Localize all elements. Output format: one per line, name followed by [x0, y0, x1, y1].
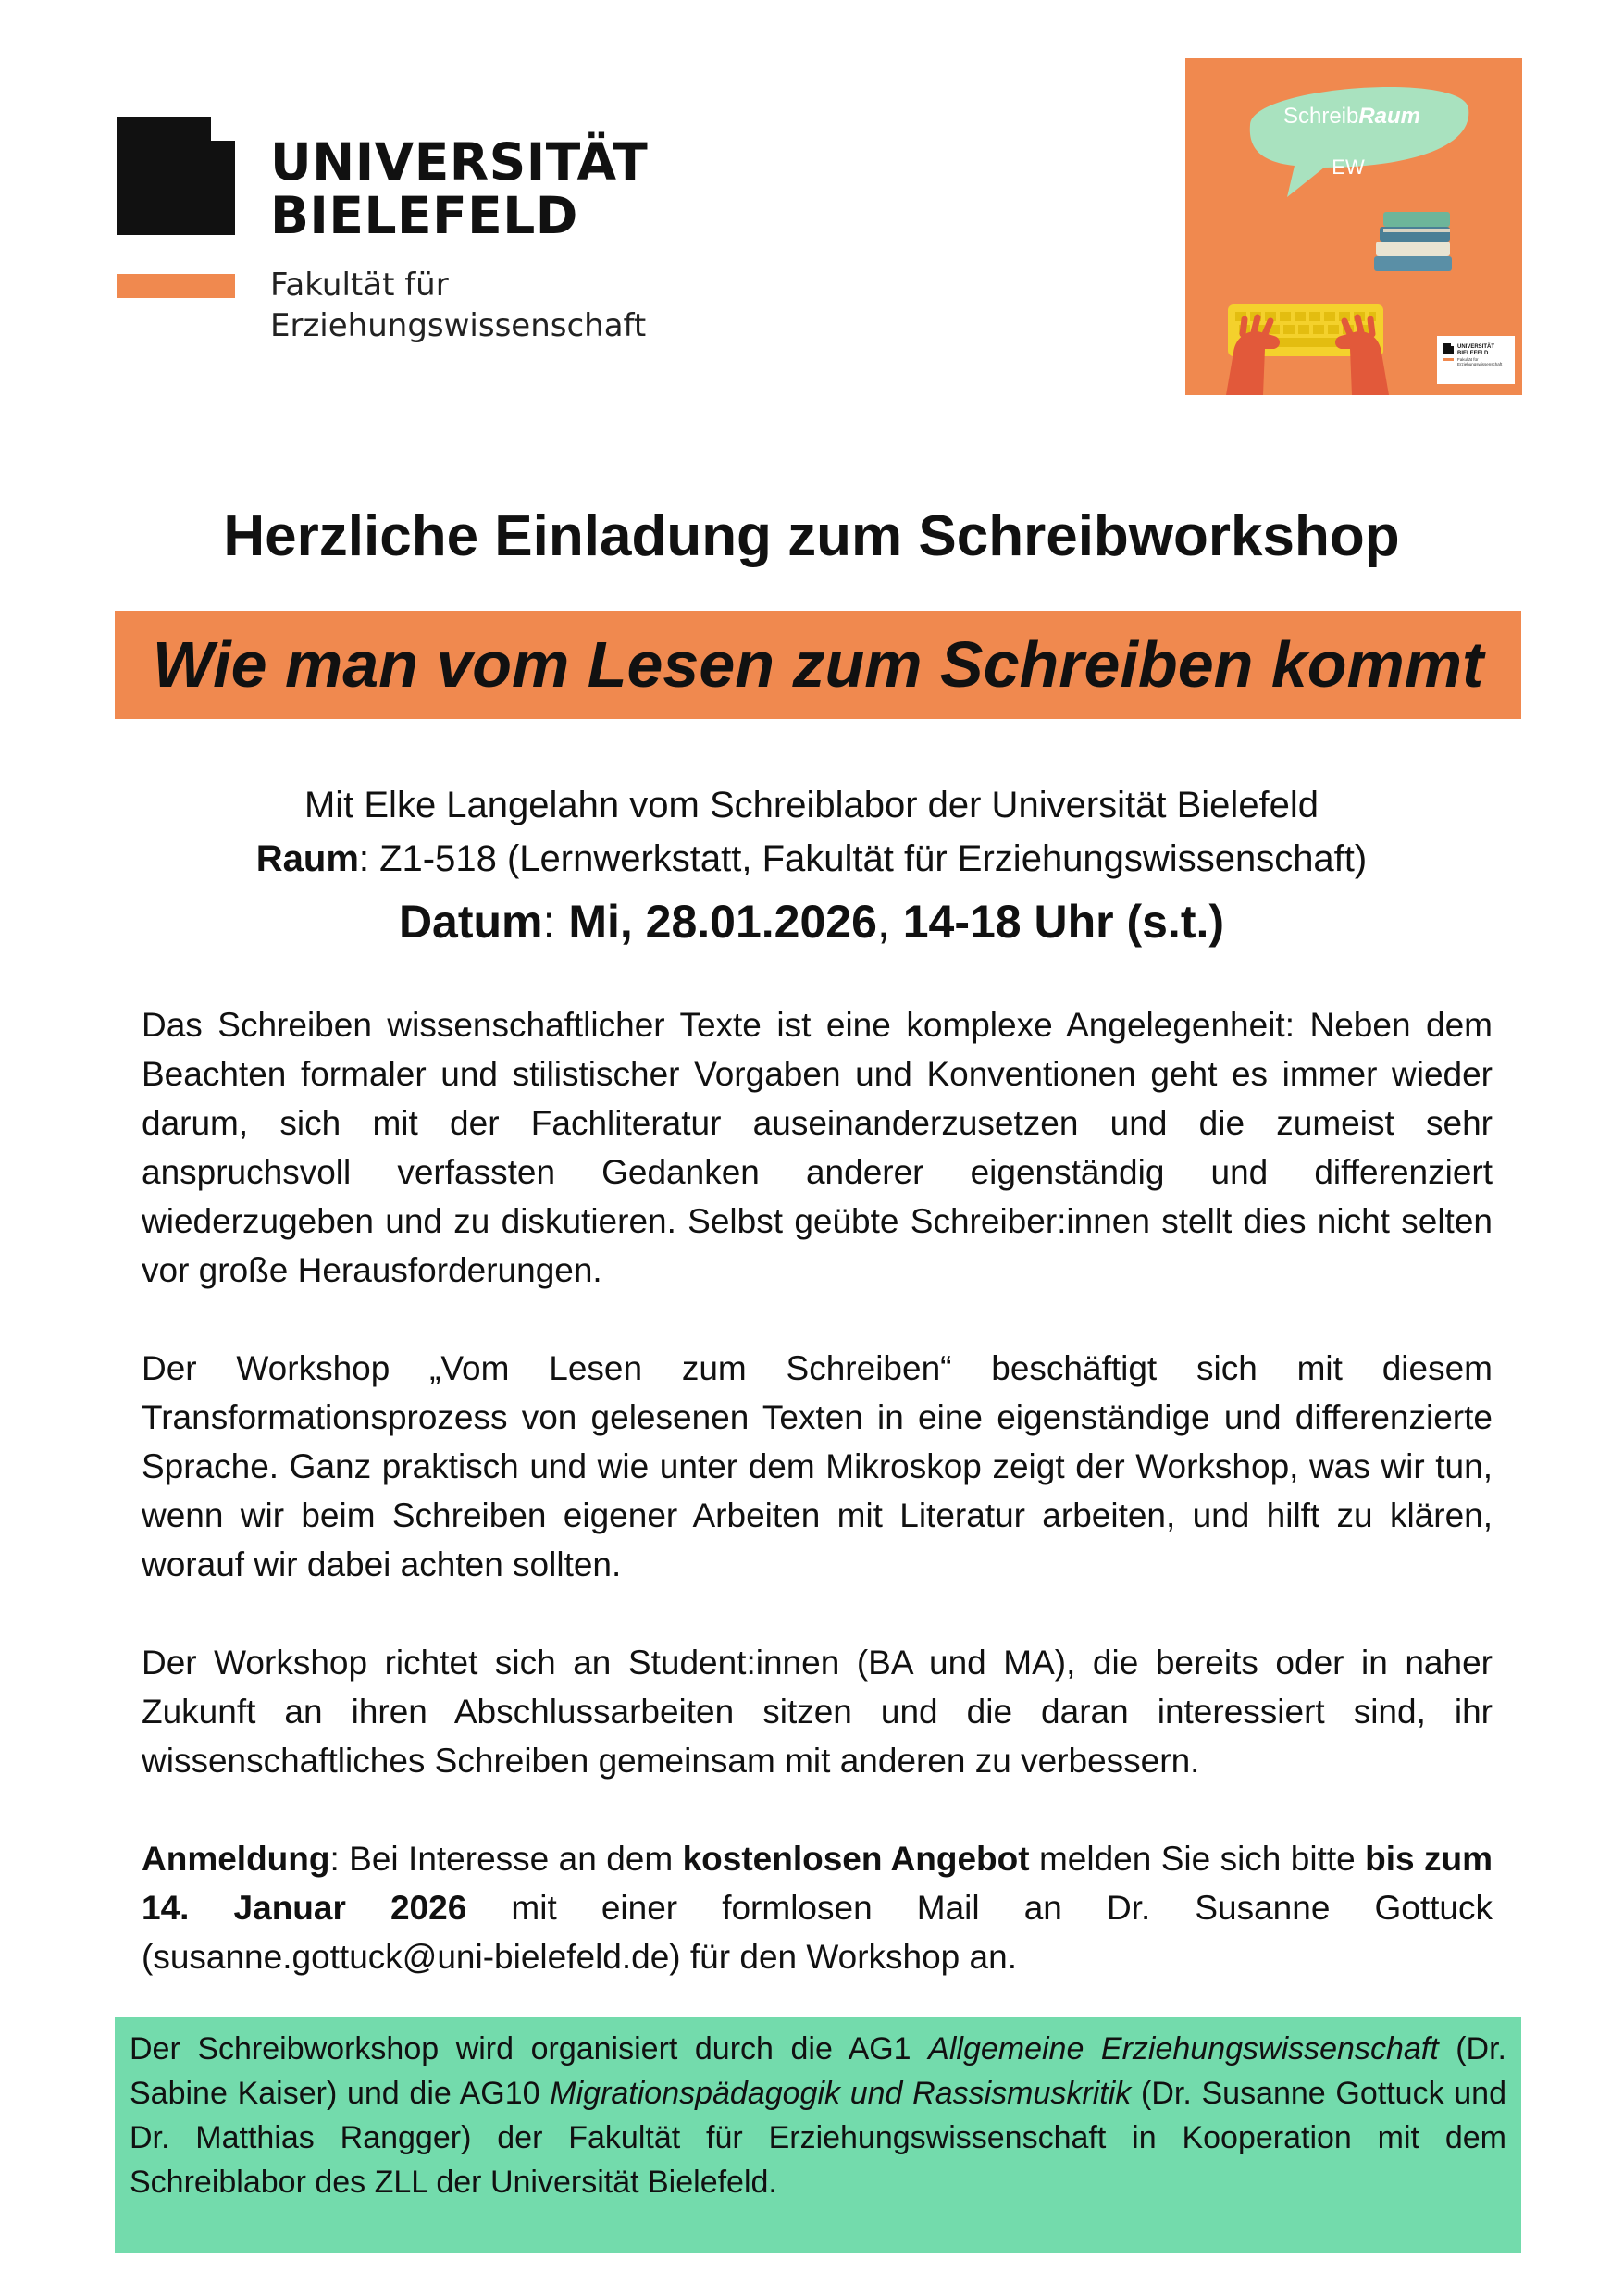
bubble-text-ew: EW: [1332, 155, 1365, 179]
registration-deadline: bis zum 14. Januar 2026: [142, 1840, 1493, 1927]
mini-logo-line3: Fakultät für: [1457, 357, 1479, 362]
bubble-text-raum: Raum: [1358, 104, 1421, 129]
date-separator: :: [542, 896, 569, 948]
organizer-text-2: (Dr. Sabine Kaiser) und die AG10: [130, 2031, 1506, 2111]
mini-logo-line4: Erziehungswissenschaft: [1457, 362, 1503, 366]
registration-text-1: : Bei Interesse an dem: [329, 1840, 683, 1878]
schreibraum-logo: [1185, 58, 1522, 395]
date-day: Mi, 28.01.2026: [568, 896, 877, 948]
room-value: : Z1-518 (Lernwerkstatt, Fakultät für Erziehungswissenschaft): [358, 838, 1368, 879]
bubble-text-schreib: Schreib: [1282, 104, 1359, 129]
date-line: [0, 892, 1623, 951]
organizer-text-3: (Dr. Susanne Gottuck und Dr. Matthias Rangger) der Fakultät für Erziehungswissenschaft in Kooperation mit dem Schreiblabor des ZLL der Universität Bielefeld.: [130, 2076, 1506, 2200]
mini-logo-line2: BIELEFELD: [1457, 351, 1489, 356]
organizer-ag10: Migrationspädagogik und Rassismuskritik: [550, 2076, 1132, 2111]
faculty-name: [270, 265, 714, 346]
faculty-name-line2: Erziehungswissenschaft: [270, 307, 647, 344]
mini-logo-line1: UNIVERSITÄT: [1457, 344, 1495, 350]
organizer-text-1: Der Schreibworkshop wird organisiert durch die AG1: [130, 2031, 929, 2066]
date-label: Datum: [398, 896, 543, 948]
free-offer-text: kostenlosen Angebot: [682, 1840, 1030, 1878]
paragraph-registration: [142, 1834, 1493, 1981]
organizer-text: [130, 2027, 1506, 2204]
mini-university-logo: [1437, 336, 1515, 384]
room-line: [0, 833, 1623, 885]
registration-text-2: melden Sie sich bitte: [1029, 1840, 1366, 1878]
paragraph-audience: Der Workshop richtet sich an Student:innen (BA und MA), die bereits oder in naher Zukunft an ihren Abschlussarbeiten sitzen und die daran interessiert sind, ihr wissenschaftliches Schreiben gemeinsam mit anderen zu verbessern.: [142, 1644, 1493, 1780]
paragraph-workshop: Der Workshop „Vom Lesen zum Schreiben“ beschäftigt sich mit diesem Transformationsprozess von gelesenen Texten in eine eigenständige und differenzierte Sprache. Ganz praktisch und wie unter dem Mikroskop zeigt der Workshop, was wir tun, wenn wir beim Schreiben eigener Arbeiten mit Literatur arbeiten, und hilft zu klären, worauf wir dabei achten sollten.: [142, 1349, 1493, 1583]
speaker-line: Mit Elke Langelahn vom Schreiblabor der Universität Bielefeld: [304, 785, 1319, 825]
university-name: [270, 132, 659, 245]
room-label: Raum: [255, 838, 359, 879]
university-name-line1: UNIVERSITÄT: [270, 132, 649, 192]
organizer-ag1: Allgemeine Erziehungswissenschaft: [928, 2031, 1439, 2066]
paragraph-intro: Das Schreiben wissenschaftlicher Texte ist eine komplexe Angelegenheit: Neben dem Beachten formaler und stilistischer Vorgaben und Konventionen geht es immer wieder darum, sich mit der Fachliteratur auseinanderzusetzen und die zumeist sehr anspruchsvoll verfassten Gedanken anderer eigenständig und differenziert wiederzugeben und zu diskutieren. Selbst geübte Schreiber:innen stellt dies nicht selten vor große Herausforderungen.: [142, 1006, 1493, 1289]
registration-label: Anmeldung: [142, 1840, 330, 1878]
faculty-accent-bar: [117, 274, 235, 298]
book-stack-icon: [1374, 212, 1452, 271]
page-title: Herzliche Einladung zum Schreibworkshop: [223, 504, 1400, 568]
faculty-name-line1: Fakultät für: [270, 267, 449, 304]
registration-text-3: mit einer formlosen Mail an Dr. Susanne Gottuck (susanne.gottuck@uni-bielefeld.de) für den Workshop an.: [142, 1889, 1493, 1976]
date-comma: ,: [876, 896, 903, 948]
workshop-title: Wie man vom Lesen zum Schreiben kommt: [152, 628, 1484, 701]
university-logo-mark: [117, 117, 235, 235]
university-name-line2: BIELEFELD: [270, 186, 578, 245]
svg-text:SchreibRaum: [1283, 104, 1420, 129]
date-time: 14-18 Uhr (s.t.): [902, 896, 1225, 948]
